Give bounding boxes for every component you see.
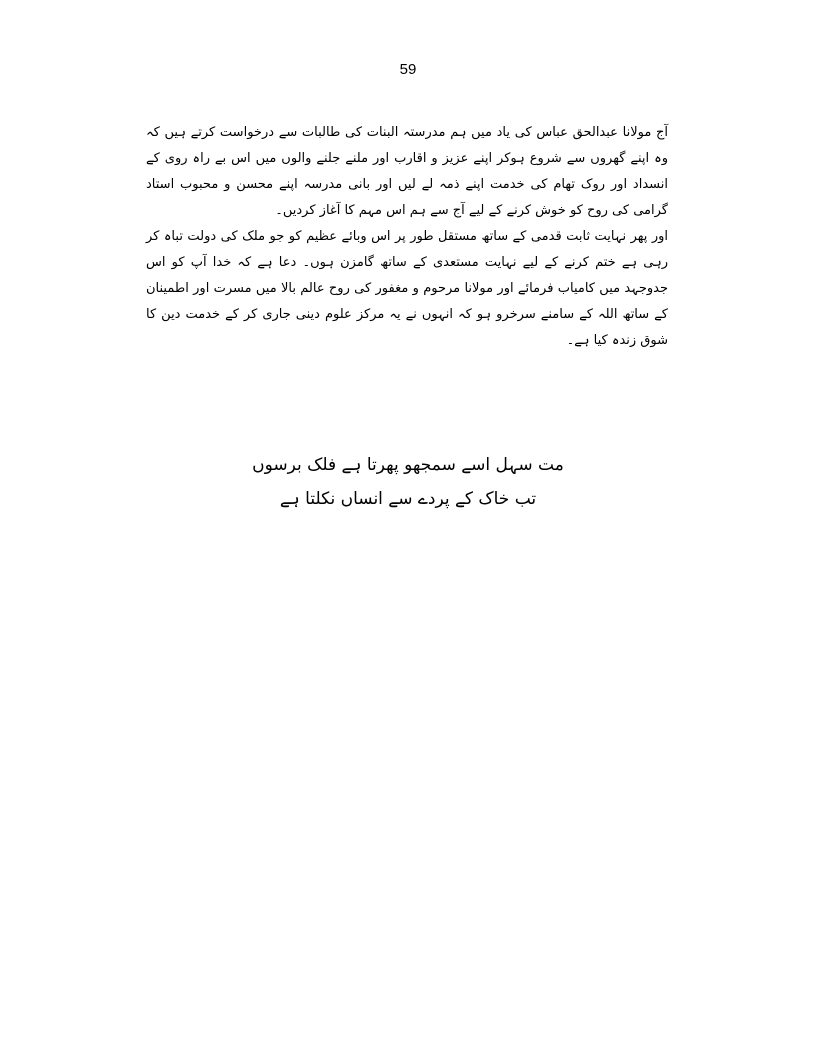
body-text [146, 120, 668, 354]
paragraph-2: اور پھر نہایت ثابت قدمی کے ساتھ مستقل طور پر اس وبائے عظیم کو جو ملک کی دولت تباہ کر رہی ہے ختم کرنے کے لیے نہایت مستعدی کے ساتھ گامزن ہوں۔ دعا ہے کہ خدا آپ کو اس جدوجہد میں کامیاب فرمائے اور مولانا مرحوم و مغفور کی روح عالم بالا میں مسرت اور اطمینان کے ساتھ اللہ کے سامنے سرخرو ہو کہ انہوں نے یہ مرکز علوم دینی جاری کر کے خدمت دین کا شوق زندہ کیا ہے۔ [146, 229, 668, 348]
couplet-line-2: تب خاک کے پردے سے انساں نکلتا ہے [279, 489, 537, 509]
couplet-line-1: مت سہل اسے سمجھو پھرتا ہے فلک برسوں [252, 455, 564, 475]
page-number: 59 [399, 61, 417, 78]
poetry-couplet [200, 448, 616, 516]
paragraph-1: آج مولانا عبدالحق عباس کی یاد میں ہم مدرستہ البنات کی طالبات سے درخواست کرتے ہیں کہ وہ اپنے گھروں سے شروع ہوکر اپنے عزیز و اقارب اور ملنے جلنے والوں میں اس بے راہ روی کے انسداد اور روک تھام کی خدمت اپنے ذمہ لے لیں اور بانی مدرسہ اپنے محسن و محبوب استاد گرامی کی روح کو خوش کرنے کے لیے آج سے ہم اس مہم کا آغاز کردیں۔ [146, 125, 668, 218]
